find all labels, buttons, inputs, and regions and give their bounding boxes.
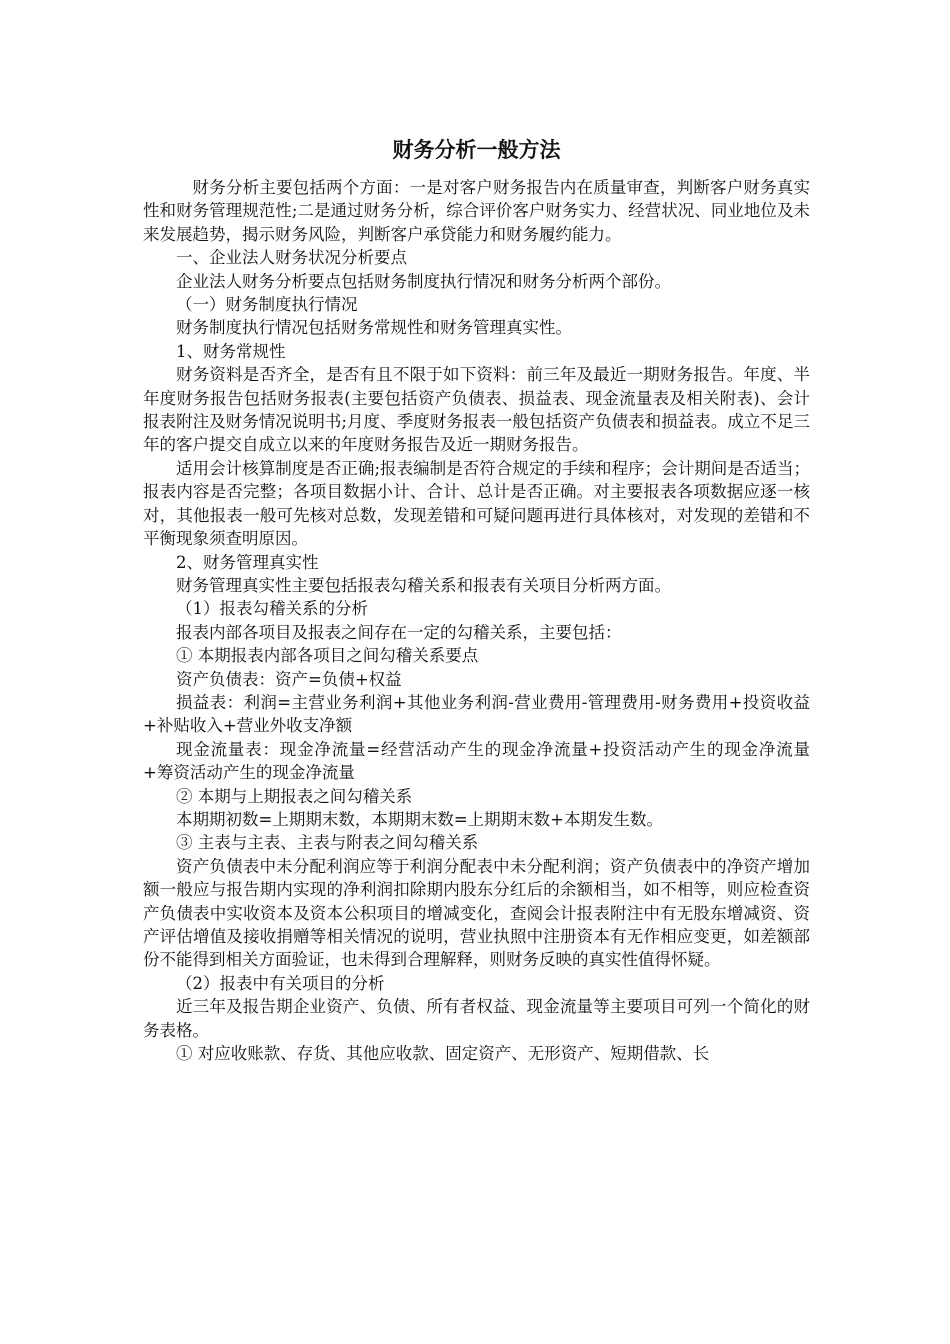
numbered-point: ② 本期与上期报表之间勾稽关系	[176, 786, 413, 806]
subsection-heading: （一）财务制度执行情况	[176, 295, 358, 315]
paragraph: 适用会计核算制度是否正确;报表编制是否符合规定的手续和程序；会计期间是否适当；报表内容是否完整；各项目数据小计、合计、总计是否正确。对主要报表各项数据应逐一核对，其他报表一般可先核对总数，发现差错和可疑问题再进行具体核对，对发现的差错和不平衡现象须查明原因。	[143, 458, 810, 549]
formula-line: 本期期初数=上期期末数，本期期末数=上期期末数+本期发生数。	[176, 809, 663, 829]
formula-line: 现金流量表：现金净流量=经营活动产生的现金净流量+投资活动产生的现金净流量+筹资活动产生的现金净流量	[143, 739, 810, 783]
formula-line: 资产负债表：资产=负债+权益	[176, 669, 402, 689]
document-title: 财务分析一般方法	[392, 137, 561, 162]
section-heading-1: 一、企业法人财务状况分析要点	[176, 248, 407, 268]
paragraph: 财务管理真实性主要包括报表勾稽关系和报表有关项目分析两方面。	[176, 575, 671, 595]
numbered-point: ① 本期报表内部各项目之间勾稽关系要点	[176, 646, 479, 666]
paragraph: 财务资料是否齐全，是否有且不限于如下资料：前三年及最近一期财务报告。年度、半年度财务报告包括财务报表(主要包括资产负债表、损益表、现金流量表及相关附表)、会计报表附注及财务情况说明书;月度、季度财务报表一般包括资产负债表和损益表。成立不足三年的客户提交自成立以来的年度财务报告及近一期财务报告。	[143, 365, 810, 455]
paragraph: 财务制度执行情况包括财务常规性和财务管理真实性。	[176, 318, 572, 338]
paragraph: 报表内部各项目及报表之间存在一定的勾稽关系，主要包括：	[176, 622, 622, 642]
item-heading: 2、财务管理真实性	[176, 552, 319, 572]
paragraph: 企业法人财务分析要点包括财务制度执行情况和财务分析两个部份。	[176, 271, 671, 291]
paragraph-intro: 财务分析主要包括两个方面：一是对客户财务报告内在质量审查，判断客户财务真实性和财务管理规范性;二是通过财务分析，综合评价客户财务实力、经营状况、同业地位及未来发展趋势，揭示财务风险，判断客户承贷能力和财务履约能力。	[143, 178, 810, 244]
paragraph: 资产负债表中未分配利润应等于利润分配表中未分配利润；资产负债表中的净资产增加额一般应与报告期内实现的净利润扣除期内股东分红后的余额相当，如不相等，则应检查资产负债表中实收资本及资本公积项目的增减变化，查阅会计报表附注中有无股东增减资、资产评估增值及接收捐赠等相关情况的说明，营业执照中注册资本有无作相应变更，如差额部份不能得到相关方面验证，也未得到合理解释，则财务反映的真实性值得怀疑。	[143, 856, 810, 970]
formula-line: 损益表：利润=主营业务利润+其他业务利润-营业费用-管理费用-财务费用+投资收益+补贴收入+营业外收支净额	[143, 692, 810, 736]
paragraph: 近三年及报告期企业资产、负债、所有者权益、现金流量等主要项目可列一个简化的财务表格。	[143, 997, 810, 1040]
numbered-point: ③ 主表与主表、主表与附表之间勾稽关系	[176, 833, 479, 853]
item-heading: 1、财务常规性	[176, 341, 286, 361]
subitem-heading: （1）报表勾稽关系的分析	[176, 599, 368, 619]
subitem-heading: （2）报表中有关项目的分析	[176, 973, 385, 993]
numbered-point: ① 对应收账款、存货、其他应收款、固定资产、无形资产、短期借款、长	[176, 1044, 710, 1064]
document-body	[143, 176, 810, 1065]
document-page	[143, 132, 810, 1065]
